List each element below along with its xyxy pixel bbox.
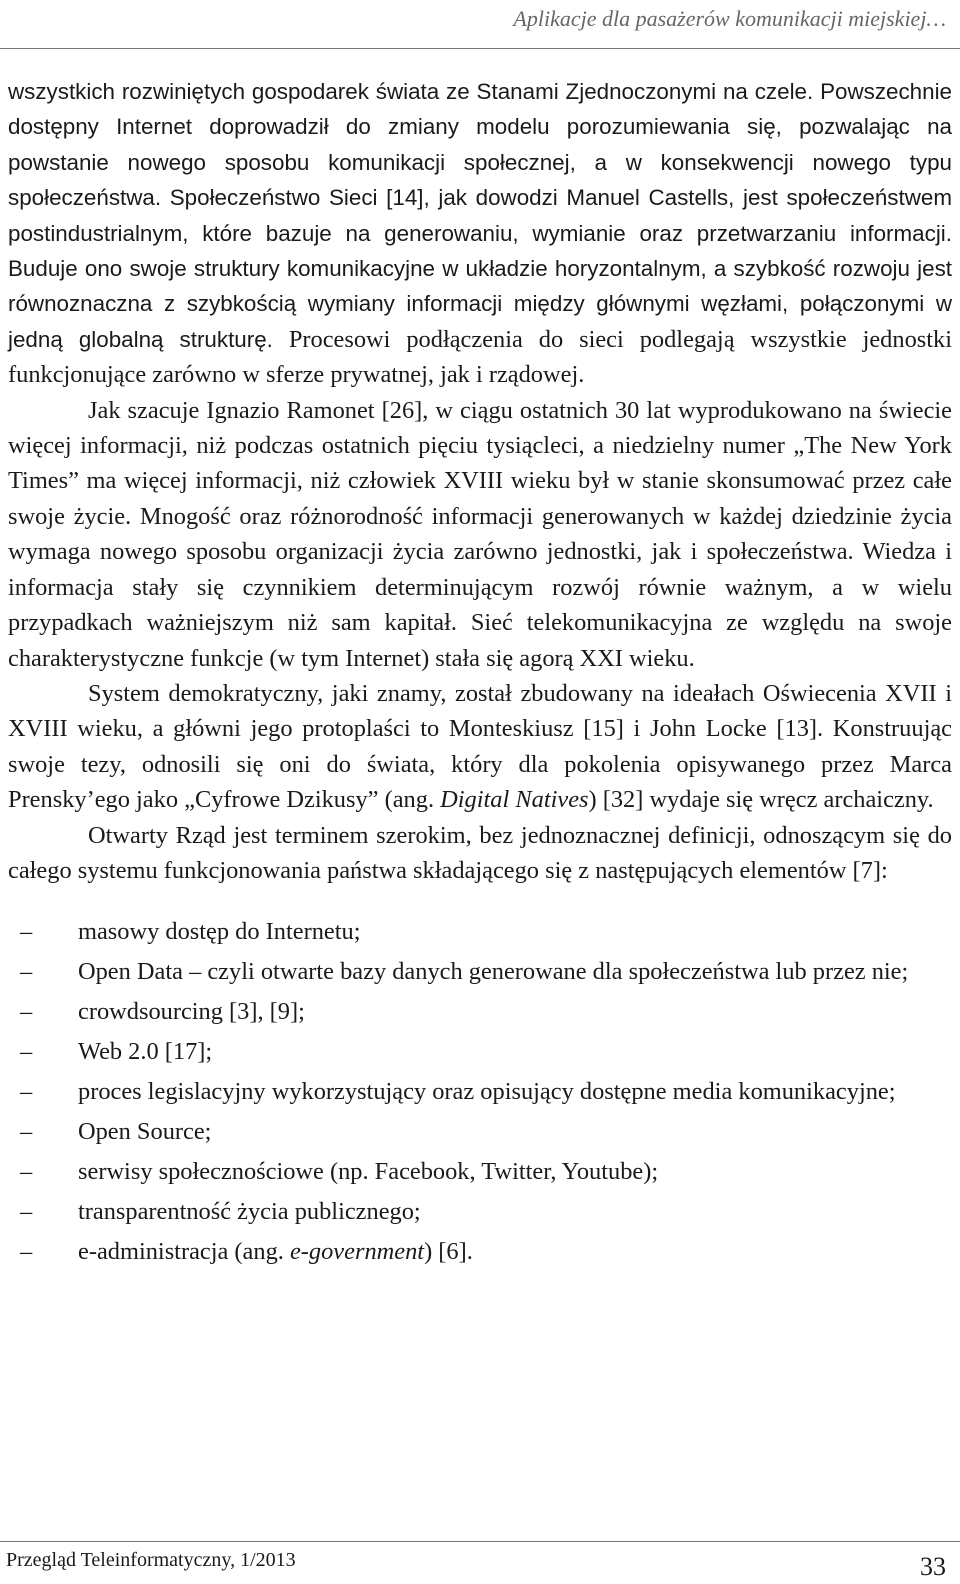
- page-footer: [0, 1541, 960, 1584]
- paragraph-2: Jak szacuje Ignazio Ramonet [26], w ciągu ostatnich 30 lat wyprodukowano na świecie więcej informacji, niż podczas ostatnich pięciu tysiącleci, a niedzielny numer „The New York Times” ma więcej informacji, niż człowiek XVIII wieku był w stanie skonsumować przez całe swoje życie. Mnogość oraz różnorodność informacji generowanych w każdej dziedzinie życia wymaga nowego sposobu organizacji życia zarówno jednostki, jak i społeczeństwa. Wiedza i informacja stały się czynnikiem determinującym rozwój równie ważnym, a w wielu przypadkach ważniejszym niż sam kapitał. Sieć telekomunikacyjna ze względu na swoje charakterystyczne funkcje (w tym Internet) stała się agorą XXI wieku.: [8, 396, 952, 672]
- paragraph-1-sans-a: wszystkich rozwiniętych gospodarek świata ze Stanami Zjednoczonymi na czele. Powszechnie dostępny Internet doprowadził do zmiany modelu porozumiewania się, pozwalając na powstanie nowego sposobu komunikacji społecznej, a w konsekwencji nowego typu społeczeństwa. Społeczeństwo Sieci [14], jak dowodzi Manuel Castells, jest społeczeństwem postindustrialnym, które bazuje na generowaniu, wymianie oraz przetwarzaniu informacji.: [8, 79, 952, 246]
- list-item: [8, 1116, 952, 1147]
- paragraph-3: [8, 676, 952, 818]
- list-dash: –: [20, 1078, 33, 1106]
- list-dash: –: [20, 1198, 33, 1226]
- list-dash: –: [20, 1158, 33, 1186]
- running-title: Aplikacje dla pasażerów komunikacji miejskiej…: [513, 6, 946, 31]
- page-number: 33: [920, 1552, 946, 1581]
- paragraph-1-serif: Procesowi podłączenia do sieci podlegają wszystkie jednostki funkcjonujące zarówno w sferze prywatnej, jak i rządowej.: [8, 325, 953, 389]
- list-item-text: crowdsourcing [3], [9];: [78, 998, 305, 1026]
- list-dash: –: [20, 918, 33, 946]
- list-item: [8, 996, 952, 1027]
- elements-list: [8, 916, 952, 1267]
- paragraph-3-a: System demokratyczny, jaki znamy, został zbudowany na ideałach Oświecenia XVII i XVIII wieku, a główni jego protoplaści to Monteskiusz [15] i John Locke [13]. Konstruując swoje tezy, odnosili się oni do świata, który dla pokolenia opisywanego przez Marca Prensky’ego jako „Cyfrowe Dzikusy” (ang.: [8, 679, 952, 814]
- list-item-text: Open Data – czyli otwarte bazy danych generowane dla społeczeństwa lub przez nie;: [78, 958, 909, 986]
- list-item-text: masowy dostęp do Internetu;: [78, 918, 361, 946]
- list-item-last-b: ) [6].: [424, 1238, 473, 1266]
- list-dash: –: [20, 1038, 33, 1066]
- list-item: [8, 1196, 952, 1227]
- list-item-text: proces legislacyjny wykorzystujący oraz opisujący dostępne media komunikacyjne;: [78, 1078, 896, 1106]
- list-item: [8, 1236, 952, 1267]
- paragraph-1-sans-b: Buduje ono swoje struktury komunikacyjne w układzie horyzontalnym, a szybkość rozwoju jest równoznaczna z szybkością wymiany informacji między głównymi węzłami, połączonymi w jedną globalną strukturę.: [8, 256, 952, 352]
- paragraph-4: Otwarty Rząd jest terminem szerokim, bez jednoznacznej definicji, odnoszącym się do całego systemu funkcjonowania państwa składającego się z następujących elementów [7]:: [8, 821, 952, 884]
- list-dash: –: [20, 1238, 33, 1266]
- list-item: [8, 956, 952, 987]
- list-dash: –: [20, 1118, 33, 1146]
- list-item-text: serwisy społecznościowe (np. Facebook, Twitter, Youtube);: [78, 1158, 659, 1186]
- page-header: [0, 0, 960, 49]
- journal-name: Przegląd Teleinformatyczny, 1/2013: [6, 1549, 296, 1571]
- list-item-last-a: e-administracja (ang.: [78, 1238, 290, 1266]
- list-item: [8, 1036, 952, 1067]
- list-item-text: transparentność życia publicznego;: [78, 1198, 421, 1226]
- list-item: [8, 1076, 952, 1107]
- list-item: [8, 1156, 952, 1187]
- article-body: [8, 74, 952, 1276]
- paragraph-3-italic: Digital Natives: [440, 786, 589, 814]
- list-item-text: Web 2.0 [17];: [78, 1038, 213, 1066]
- paragraph-1: [8, 74, 952, 393]
- list-item: [8, 916, 952, 947]
- list-item-last-italic: e-government: [289, 1238, 425, 1266]
- list-item-text: Open Source;: [78, 1118, 212, 1146]
- paragraph-3-b: ) [32] wydaje się wręcz archaiczny.: [588, 786, 934, 814]
- list-dash: –: [20, 958, 33, 986]
- list-dash: –: [20, 998, 33, 1026]
